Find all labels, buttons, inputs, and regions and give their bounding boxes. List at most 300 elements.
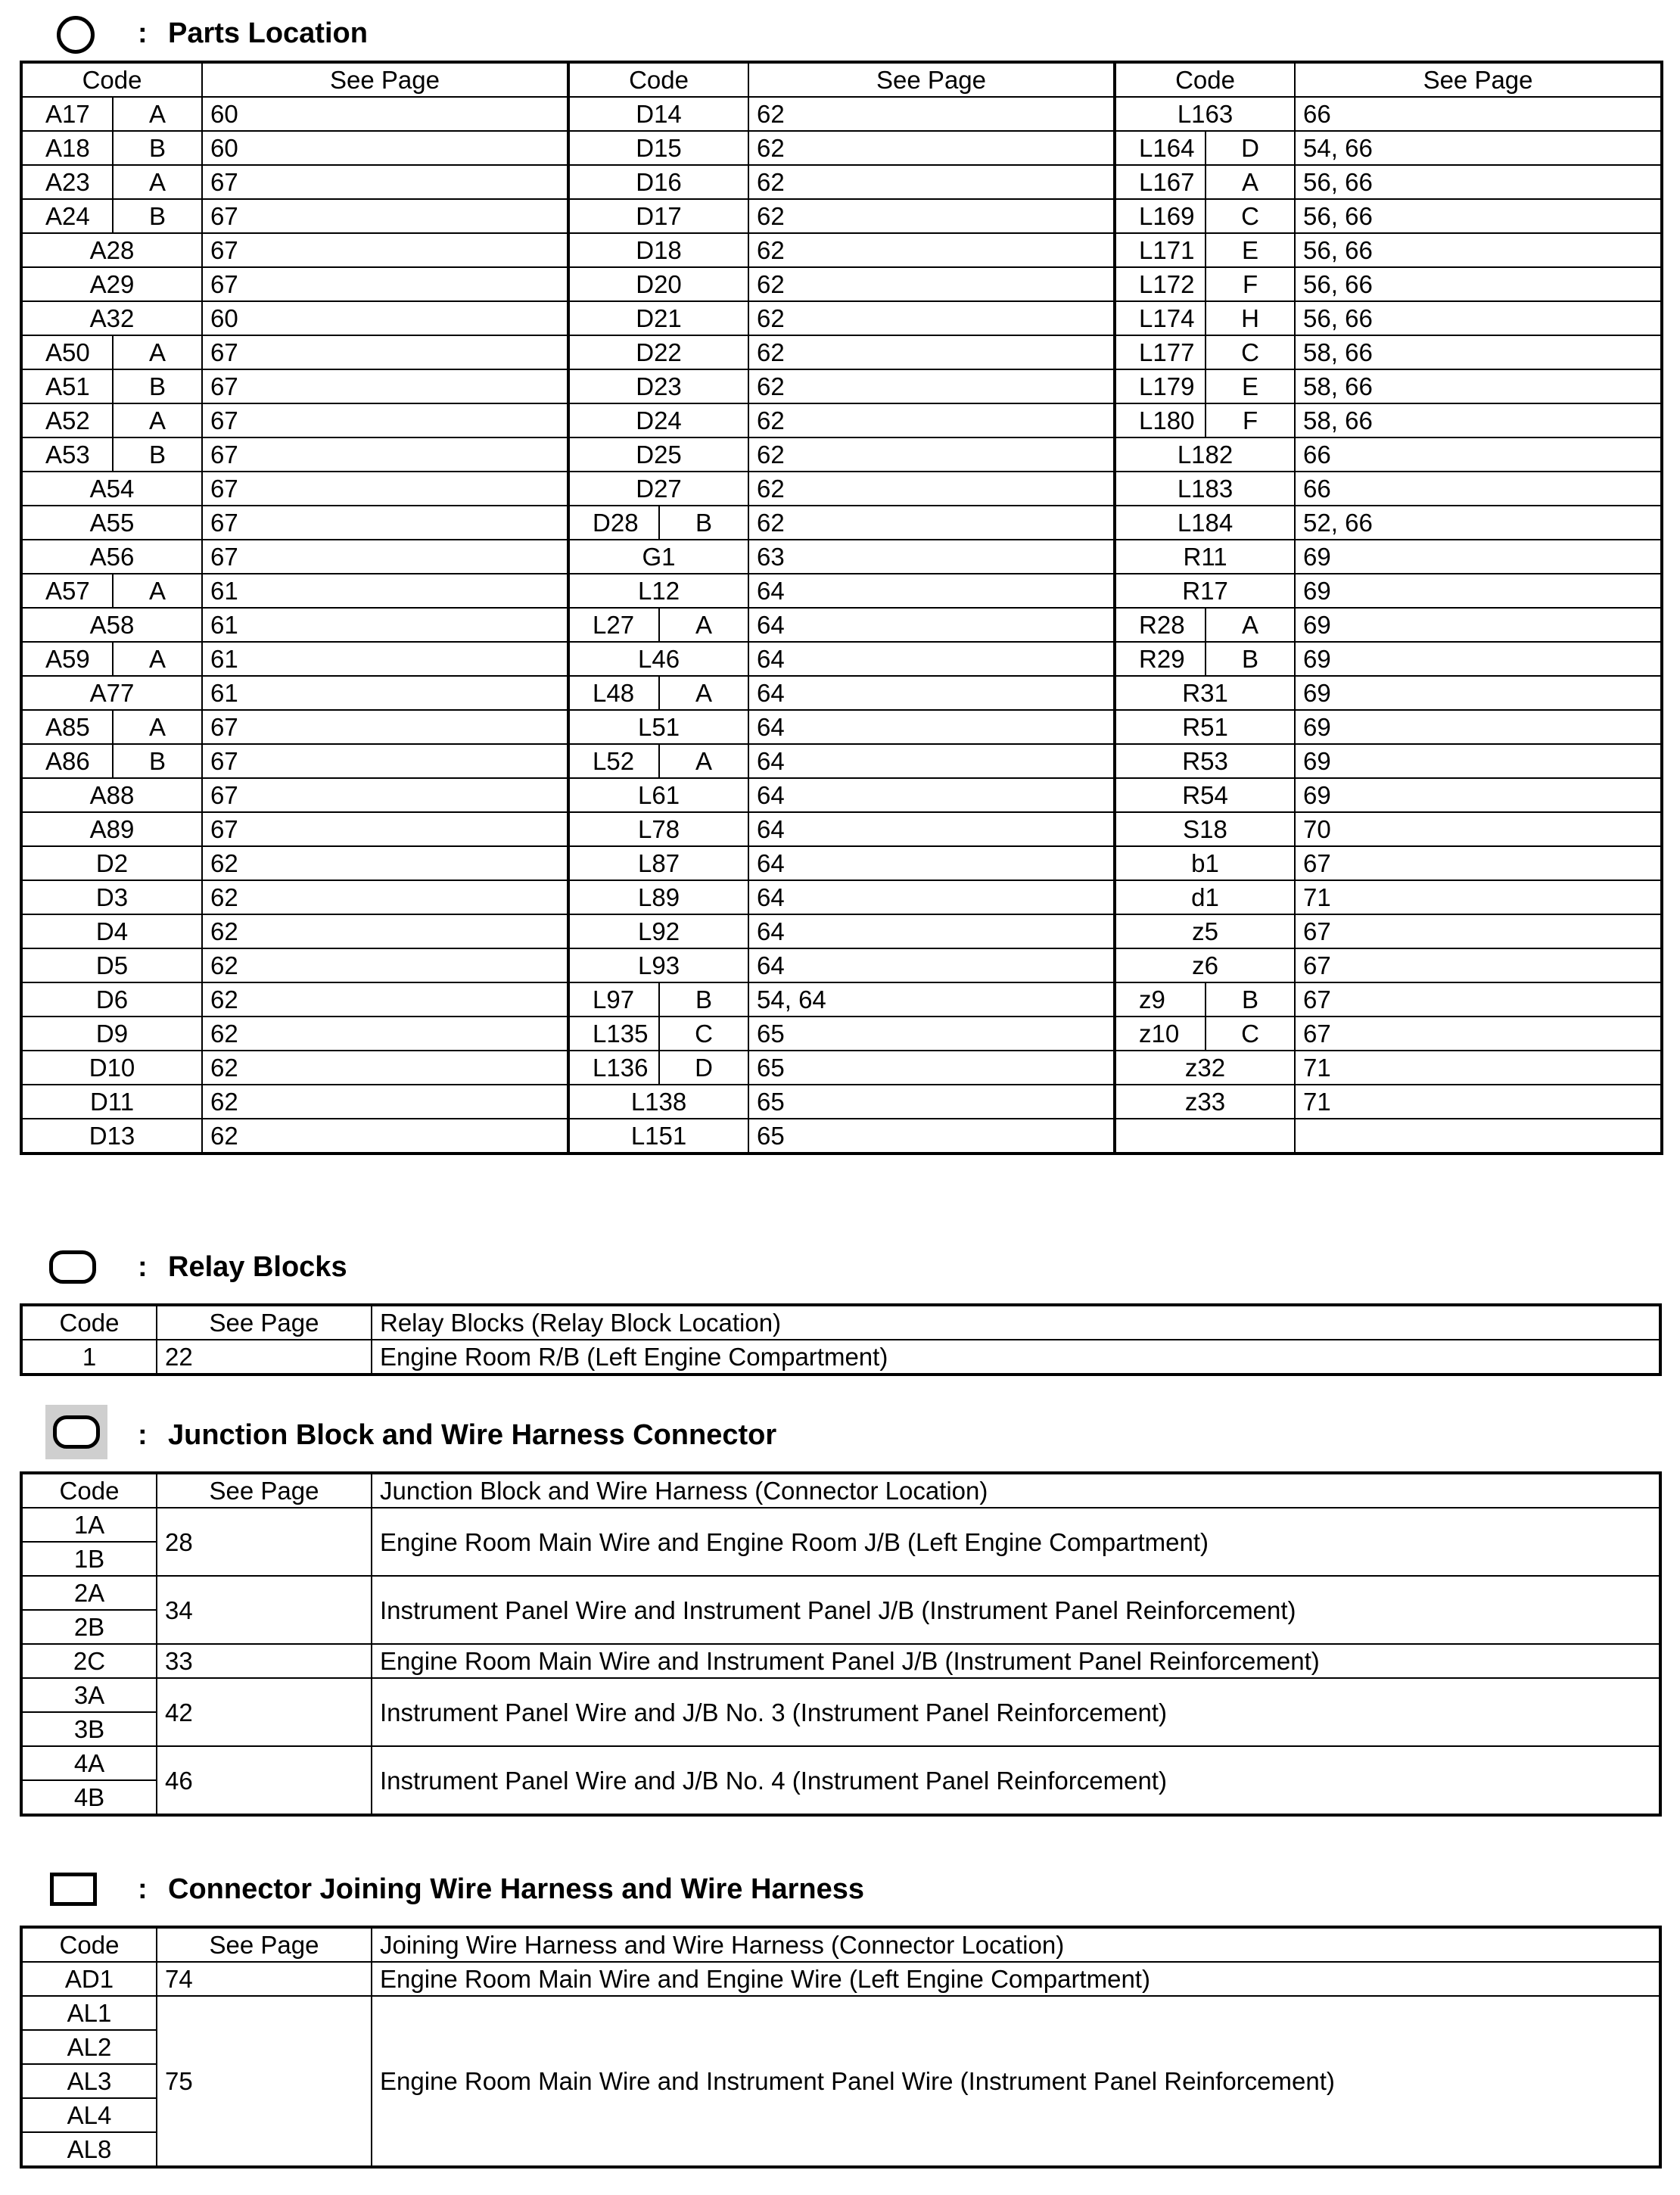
see-page-value: 67 (202, 506, 568, 540)
part-code: L177 (1115, 335, 1206, 369)
see-page-value: 28 (157, 1508, 372, 1576)
part-sub-code: C (659, 1017, 748, 1051)
table-row (22, 506, 1661, 540)
heading-colon: : (138, 1251, 148, 1283)
see-page-value: 64 (748, 744, 1115, 778)
see-page-value: 71 (1295, 880, 1661, 914)
part-code: D18 (568, 233, 748, 267)
see-page-value: 33 (157, 1644, 372, 1678)
part-code: L169 (1115, 199, 1206, 233)
see-page-value: 62 (748, 131, 1115, 165)
heading-colon: : (138, 1873, 148, 1905)
see-page-value: 67 (202, 233, 568, 267)
see-page-value: 67 (1295, 1017, 1661, 1051)
relay-blocks-table (21, 1305, 1660, 1375)
part-code: D9 (22, 1017, 202, 1051)
table-row (22, 1340, 1660, 1374)
part-code: L12 (568, 574, 748, 608)
part-code: A54 (22, 472, 202, 506)
part-sub-code: B (659, 506, 748, 540)
code-header: Code (22, 1306, 157, 1340)
part-sub-code: B (113, 131, 202, 165)
table-row (22, 335, 1661, 369)
part-code: L78 (568, 812, 748, 846)
see-page-value: 54, 66 (1295, 131, 1661, 165)
see-page-value: 69 (1295, 676, 1661, 710)
table-row (22, 403, 1661, 437)
table-row (22, 1996, 1660, 2030)
see-page-value: 67 (1295, 914, 1661, 948)
see-page-value: 65 (748, 1051, 1115, 1085)
part-code: D6 (22, 982, 202, 1017)
see-page-header: See Page (157, 1306, 372, 1340)
part-code: R54 (1115, 778, 1295, 812)
see-page-value: 62 (202, 1051, 568, 1085)
see-page-value: 64 (748, 710, 1115, 744)
location-description: Engine Room R/B (Left Engine Compartment) (372, 1340, 1660, 1374)
part-code (1115, 1119, 1295, 1153)
location-description: Engine Room Main Wire and Instrument Panel J/B (Instrument Panel Reinforcement) (372, 1644, 1660, 1678)
see-page-value: 56, 66 (1295, 267, 1661, 301)
part-code: R51 (1115, 710, 1295, 744)
location-header: Relay Blocks (Relay Block Location) (372, 1306, 1660, 1340)
see-page-value: 61 (202, 608, 568, 642)
table-row (22, 437, 1661, 472)
part-sub-code: C (1206, 199, 1295, 233)
connector-joining-title: Connector Joining Wire Harness and Wire Harness (168, 1873, 864, 1905)
part-code: A59 (22, 642, 113, 676)
part-sub-code: A (113, 642, 202, 676)
part-code: L89 (568, 880, 748, 914)
code-value: 2C (22, 1644, 157, 1678)
see-page-value: 67 (202, 199, 568, 233)
table-row (22, 472, 1661, 506)
part-code: D10 (22, 1051, 202, 1085)
parts-location-table (21, 62, 1662, 1154)
connector-joining-table (21, 1927, 1660, 2167)
code-header: Code (22, 63, 202, 97)
code-value: AL8 (22, 2132, 157, 2166)
see-page-value: 62 (748, 267, 1115, 301)
see-page-value: 62 (748, 437, 1115, 472)
part-code: D15 (568, 131, 748, 165)
see-page-value: 62 (748, 506, 1115, 540)
part-code: L48 (568, 676, 659, 710)
rounded-rect-symbol-icon (49, 1250, 96, 1284)
see-page-value: 34 (157, 1576, 372, 1644)
part-sub-code: C (1206, 1017, 1295, 1051)
part-sub-code: B (113, 199, 202, 233)
part-sub-code: B (113, 437, 202, 472)
part-code: A53 (22, 437, 113, 472)
see-page-value: 62 (202, 880, 568, 914)
see-page-value: 71 (1295, 1085, 1661, 1119)
part-sub-code: A (659, 744, 748, 778)
table-row (22, 1576, 1660, 1610)
part-code: L46 (568, 642, 748, 676)
see-page-value: 60 (202, 131, 568, 165)
table-row (22, 982, 1661, 1017)
part-code: z33 (1115, 1085, 1295, 1119)
part-code: L172 (1115, 267, 1206, 301)
part-sub-code: E (1206, 233, 1295, 267)
see-page-value: 64 (748, 914, 1115, 948)
part-sub-code: F (1206, 267, 1295, 301)
see-page-header: See Page (202, 63, 568, 97)
see-page-value: 69 (1295, 710, 1661, 744)
see-page-value: 62 (202, 982, 568, 1017)
see-page-value: 67 (202, 540, 568, 574)
see-page-value: 66 (1295, 97, 1661, 131)
part-code: A77 (22, 676, 202, 710)
table-row (22, 608, 1661, 642)
junction-block-heading (45, 1405, 954, 1465)
part-code: L92 (568, 914, 748, 948)
see-page-value (1295, 1119, 1661, 1153)
location-header: Junction Block and Wire Harness (Connector Location) (372, 1474, 1660, 1508)
code-header: Code (1115, 63, 1295, 97)
location-description: Engine Room Main Wire and Engine Room J/B (Left Engine Compartment) (372, 1508, 1660, 1576)
see-page-value: 56, 66 (1295, 165, 1661, 199)
see-page-value: 64 (748, 948, 1115, 982)
part-sub-code: D (1206, 131, 1295, 165)
table-row (22, 267, 1661, 301)
location-description: Engine Room Main Wire and Instrument Panel Wire (Instrument Panel Reinforcement) (372, 1996, 1660, 2166)
location-description: Instrument Panel Wire and J/B No. 3 (Instrument Panel Reinforcement) (372, 1678, 1660, 1746)
see-page-value: 56, 66 (1295, 233, 1661, 267)
see-page-value: 69 (1295, 744, 1661, 778)
part-sub-code: B (113, 744, 202, 778)
see-page-value: 66 (1295, 472, 1661, 506)
code-value: 4A (22, 1746, 157, 1780)
see-page-value: 71 (1295, 1051, 1661, 1085)
part-code: L182 (1115, 437, 1295, 472)
code-value: AL2 (22, 2030, 157, 2064)
junction-block-table (21, 1473, 1660, 1815)
see-page-value: 60 (202, 301, 568, 335)
see-page-value: 67 (202, 778, 568, 812)
part-code: L151 (568, 1119, 748, 1153)
part-code: L93 (568, 948, 748, 982)
table-row (22, 846, 1661, 880)
table-row (22, 1085, 1661, 1119)
part-sub-code: A (113, 165, 202, 199)
table-row (22, 369, 1661, 403)
see-page-value: 64 (748, 778, 1115, 812)
see-page-value: 58, 66 (1295, 403, 1661, 437)
see-page-value: 62 (202, 1017, 568, 1051)
part-code: L183 (1115, 472, 1295, 506)
see-page-value: 62 (748, 472, 1115, 506)
see-page-value: 74 (157, 1962, 372, 1996)
see-page-value: 67 (202, 165, 568, 199)
location-description: Instrument Panel Wire and Instrument Panel J/B (Instrument Panel Reinforcement) (372, 1576, 1660, 1644)
table-row (22, 301, 1661, 335)
table-row (22, 812, 1661, 846)
part-code: L51 (568, 710, 748, 744)
part-code: D22 (568, 335, 748, 369)
relay-header-row (22, 1306, 1660, 1340)
code-value: AL3 (22, 2064, 157, 2098)
see-page-value: 62 (202, 846, 568, 880)
see-page-value: 66 (1295, 437, 1661, 472)
part-code: D17 (568, 199, 748, 233)
part-code: A85 (22, 710, 113, 744)
part-code: A23 (22, 165, 113, 199)
part-code: D11 (22, 1085, 202, 1119)
code-value: 1B (22, 1542, 157, 1576)
table-row (22, 97, 1661, 131)
part-code: L180 (1115, 403, 1206, 437)
part-code: d1 (1115, 880, 1295, 914)
see-page-value: 52, 66 (1295, 506, 1661, 540)
see-page-value: 62 (202, 948, 568, 982)
heading-colon: : (138, 1419, 148, 1451)
part-code: D21 (568, 301, 748, 335)
part-code: z6 (1115, 948, 1295, 982)
table-row (22, 1508, 1660, 1542)
part-code: D2 (22, 846, 202, 880)
part-code: z9 (1115, 982, 1206, 1017)
parts-location-title: Parts Location (168, 17, 368, 49)
part-sub-code: B (1206, 642, 1295, 676)
part-code: R11 (1115, 540, 1295, 574)
see-page-value: 67 (202, 472, 568, 506)
see-page-value: 70 (1295, 812, 1661, 846)
part-code: D5 (22, 948, 202, 982)
table-row (22, 1644, 1660, 1678)
part-code: L97 (568, 982, 659, 1017)
junction-block-title: Junction Block and Wire Harness Connector (168, 1419, 777, 1451)
table-row (22, 131, 1661, 165)
see-page-value: 62 (202, 1119, 568, 1153)
see-page-value: 67 (202, 710, 568, 744)
table-row (22, 1746, 1660, 1780)
see-page-value: 62 (748, 199, 1115, 233)
part-sub-code: A (1206, 608, 1295, 642)
see-page-value: 69 (1295, 608, 1661, 642)
parts-location-heading (45, 3, 651, 64)
see-page-value: 22 (157, 1340, 372, 1374)
code-value: AL4 (22, 2098, 157, 2132)
part-code: R31 (1115, 676, 1295, 710)
code-header: Code (22, 1928, 157, 1962)
see-page-value: 69 (1295, 642, 1661, 676)
part-sub-code: A (113, 97, 202, 131)
part-code: A57 (22, 574, 113, 608)
see-page-value: 67 (202, 335, 568, 369)
see-page-value: 62 (748, 233, 1115, 267)
part-code: L174 (1115, 301, 1206, 335)
part-code: L87 (568, 846, 748, 880)
table-row (22, 165, 1661, 199)
connector-joining-heading (45, 1859, 1105, 1919)
part-sub-code: B (113, 369, 202, 403)
part-code: D14 (568, 97, 748, 131)
see-page-value: 64 (748, 880, 1115, 914)
part-code: A24 (22, 199, 113, 233)
table-row (22, 1017, 1661, 1051)
part-code: A28 (22, 233, 202, 267)
table-row (22, 710, 1661, 744)
see-page-value: 56, 66 (1295, 199, 1661, 233)
see-page-value: 69 (1295, 778, 1661, 812)
part-code: L136 (568, 1051, 659, 1085)
location-header: Joining Wire Harness and Wire Harness (Connector Location) (372, 1928, 1660, 1962)
part-code: R17 (1115, 574, 1295, 608)
see-page-value: 58, 66 (1295, 335, 1661, 369)
see-page-value: 62 (748, 369, 1115, 403)
table-row (22, 1678, 1660, 1712)
see-page-value: 62 (748, 97, 1115, 131)
table-row (22, 1119, 1661, 1153)
part-code: L52 (568, 744, 659, 778)
see-page-value: 64 (748, 846, 1115, 880)
part-code: L179 (1115, 369, 1206, 403)
table-row (22, 540, 1661, 574)
see-page-value: 62 (202, 1085, 568, 1119)
location-description: Engine Room Main Wire and Engine Wire (Left Engine Compartment) (372, 1962, 1660, 1996)
see-page-value: 67 (1295, 846, 1661, 880)
part-sub-code: A (113, 574, 202, 608)
see-page-value: 67 (202, 403, 568, 437)
see-page-value: 64 (748, 812, 1115, 846)
part-code: b1 (1115, 846, 1295, 880)
part-code: D27 (568, 472, 748, 506)
part-code: A32 (22, 301, 202, 335)
see-page-header: See Page (157, 1928, 372, 1962)
part-code: L171 (1115, 233, 1206, 267)
table-row (22, 914, 1661, 948)
part-code: A52 (22, 403, 113, 437)
part-code: D20 (568, 267, 748, 301)
part-code: L184 (1115, 506, 1295, 540)
part-sub-code: H (1206, 301, 1295, 335)
code-value: 1A (22, 1508, 157, 1542)
see-page-value: 67 (202, 267, 568, 301)
see-page-value: 67 (202, 369, 568, 403)
part-sub-code: F (1206, 403, 1295, 437)
code-header: Code (22, 1474, 157, 1508)
see-page-value: 67 (1295, 948, 1661, 982)
code-value: AL1 (22, 1996, 157, 2030)
see-page-value: 65 (748, 1085, 1115, 1119)
part-code: z10 (1115, 1017, 1206, 1051)
part-code: L61 (568, 778, 748, 812)
part-code: D28 (568, 506, 659, 540)
part-code: A56 (22, 540, 202, 574)
part-code: D24 (568, 403, 748, 437)
part-code: z5 (1115, 914, 1295, 948)
table-row (22, 199, 1661, 233)
part-code: D23 (568, 369, 748, 403)
part-code: R28 (1115, 608, 1206, 642)
part-code: A88 (22, 778, 202, 812)
part-sub-code: D (659, 1051, 748, 1085)
table-row (22, 778, 1661, 812)
shaded-rounded-rect-symbol-icon (53, 1415, 100, 1449)
part-code: A29 (22, 267, 202, 301)
see-page-value: 61 (202, 676, 568, 710)
code-header: Code (568, 63, 748, 97)
part-sub-code: A (113, 335, 202, 369)
see-page-value: 67 (202, 812, 568, 846)
table-row (22, 744, 1661, 778)
part-code: L138 (568, 1085, 748, 1119)
part-code: A89 (22, 812, 202, 846)
table-row (22, 948, 1661, 982)
location-description: Instrument Panel Wire and J/B No. 4 (Instrument Panel Reinforcement) (372, 1746, 1660, 1814)
part-code: D25 (568, 437, 748, 472)
conn-header-row (22, 1928, 1660, 1962)
code-value: 3B (22, 1712, 157, 1746)
code-value: AD1 (22, 1962, 157, 1996)
part-code: D16 (568, 165, 748, 199)
part-code: R53 (1115, 744, 1295, 778)
part-code: G1 (568, 540, 748, 574)
part-code: L163 (1115, 97, 1295, 131)
see-page-value: 75 (157, 1996, 372, 2166)
code-value: 1 (22, 1340, 157, 1374)
see-page-value: 63 (748, 540, 1115, 574)
circle-symbol-icon (57, 16, 95, 54)
parts-header-row (22, 63, 1661, 97)
rectangle-symbol-icon (50, 1873, 97, 1906)
see-page-value: 64 (748, 642, 1115, 676)
table-row (22, 1962, 1660, 1996)
see-page-value: 42 (157, 1678, 372, 1746)
see-page-value: 62 (748, 335, 1115, 369)
jb-header-row (22, 1474, 1660, 1508)
part-sub-code: A (659, 608, 748, 642)
see-page-value: 62 (748, 165, 1115, 199)
part-sub-code: A (1206, 165, 1295, 199)
part-code: A55 (22, 506, 202, 540)
table-row (22, 880, 1661, 914)
part-code: L27 (568, 608, 659, 642)
part-code: A18 (22, 131, 113, 165)
code-value: 3A (22, 1678, 157, 1712)
part-sub-code: A (113, 403, 202, 437)
code-value: 2A (22, 1576, 157, 1610)
part-code: L167 (1115, 165, 1206, 199)
part-sub-code: A (113, 710, 202, 744)
see-page-value: 67 (202, 437, 568, 472)
see-page-value: 61 (202, 642, 568, 676)
see-page-value: 67 (202, 744, 568, 778)
see-page-value: 62 (748, 403, 1115, 437)
part-code: L135 (568, 1017, 659, 1051)
part-code: A17 (22, 97, 113, 131)
see-page-value: 54, 64 (748, 982, 1115, 1017)
see-page-header: See Page (1295, 63, 1661, 97)
see-page-value: 69 (1295, 574, 1661, 608)
table-row (22, 676, 1661, 710)
see-page-value: 58, 66 (1295, 369, 1661, 403)
see-page-value: 64 (748, 574, 1115, 608)
part-sub-code: C (1206, 335, 1295, 369)
table-row (22, 1051, 1661, 1085)
part-sub-code: A (659, 676, 748, 710)
code-value: 4B (22, 1780, 157, 1814)
part-code: z32 (1115, 1051, 1295, 1085)
see-page-value: 65 (748, 1119, 1115, 1153)
see-page-value: 61 (202, 574, 568, 608)
see-page-value: 65 (748, 1017, 1115, 1051)
part-sub-code: B (1206, 982, 1295, 1017)
see-page-header: See Page (748, 63, 1115, 97)
code-value: 2B (22, 1610, 157, 1644)
